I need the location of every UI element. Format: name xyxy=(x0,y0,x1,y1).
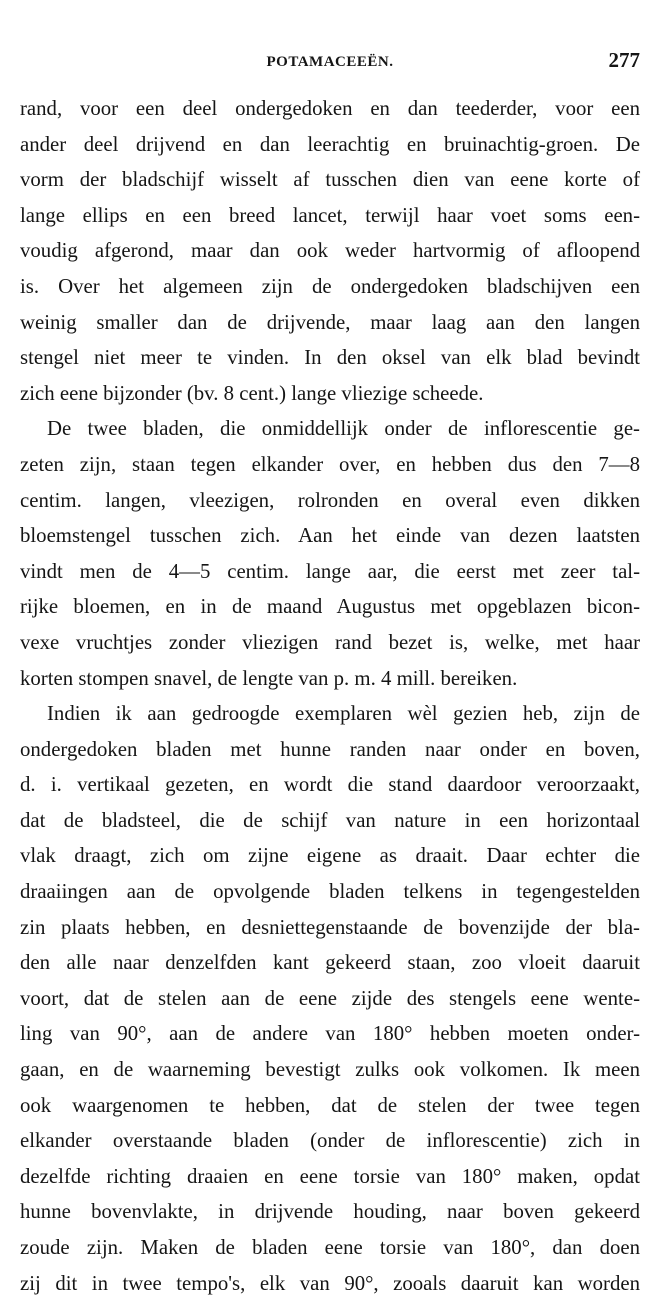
text-line: zin plaats hebben, en desniettegenstaande de bovenzijde der bla- xyxy=(20,915,640,939)
text-line: ling van 90°, aan de andere van 180° hebben moeten onder- xyxy=(20,1022,640,1046)
text-line: lange ellips en een breed lancet, terwijl haar voet soms een- xyxy=(20,203,640,227)
text-line: vexe vruchtjes zonder vliezigen rand bezet is, welke, met haar xyxy=(20,630,640,654)
text-line: den alle naar denzelfden kant gekeerd staan, zoo vloeit daaruit xyxy=(20,951,640,975)
text-line: korten stompen snavel, de lengte van p. m. 4 mill. bereiken. xyxy=(20,666,518,690)
running-title: POTAMACEEËN. xyxy=(266,54,394,70)
paragraph-start-line: De twee bladen, die onmiddellijk onder de inflorescentie ge- xyxy=(47,417,640,441)
text-line: ook waargenomen te hebben, dat de stelen der twee tegen xyxy=(20,1093,640,1117)
text-line: gaan, en de waarneming bevestigt zulks ook volkomen. Ik meen xyxy=(20,1058,640,1082)
text-line: voudig afgerond, maar dan ook weder hartvormig of afloopend xyxy=(20,239,640,263)
text-line: stengel niet meer te vinden. In den oksel van elk blad bevindt xyxy=(20,346,640,370)
text-line: voort, dat de stelen aan de eene zijde des stengels eene wente- xyxy=(20,986,640,1010)
text-line: zeten zijn, staan tegen elkander over, en hebben dus den 7—8 xyxy=(20,452,640,476)
text-line: rand, voor een deel ondergedoken en dan teederder, voor een xyxy=(20,97,640,120)
body-text xyxy=(20,91,640,1301)
text-line: ander deel drijvend en dan leerachtig en bruinachtig-groen. De xyxy=(20,132,640,156)
text-line: elkander overstaande bladen (onder de inflorescentie) zich in xyxy=(20,1129,640,1153)
text-line: vorm der bladschijf wisselt af tusschen dien van eene korte of xyxy=(20,168,640,192)
text-line: ondergedoken bladen met hunne randen naar onder en boven, xyxy=(20,737,640,761)
text-line: zij dit in twee tempo's, elk van 90°, zooals daaruit kan worden xyxy=(20,1271,640,1295)
text-line: zich eene bijzonder (bv. 8 cent.) lange vliezige scheede. xyxy=(20,381,484,405)
text-line: zoude zijn. Maken de bladen eene torsie van 180°, dan doen xyxy=(20,1236,640,1259)
paragraph-start-line: Indien ik aan gedroogde exemplaren wèl gezien heb, zijn de xyxy=(47,702,640,726)
text-line: is. Over het algemeen zijn de ondergedoken bladschijven een xyxy=(20,274,640,298)
text-line: rijke bloemen, en in de maand Augustus met opgeblazen bicon- xyxy=(20,595,640,619)
text-line: draaiingen aan de opvolgende bladen telkens in tegengestelden xyxy=(20,880,640,904)
text-line: centim. langen, vleezigen, rolronden en overal even dikken xyxy=(20,488,640,512)
running-head xyxy=(20,48,640,78)
text-line: weinig smaller dan de drijvende, maar laag aan den langen xyxy=(20,310,640,334)
text-line: vlak draagt, zich om zijne eigene as draait. Daar echter die xyxy=(20,844,640,868)
text-line: dat de bladsteel, die de schijf van nature in een horizontaal xyxy=(20,808,640,832)
text-line: bloemstengel tusschen zich. Aan het einde van dezen laatsten xyxy=(20,524,640,548)
text-line: vindt men de 4—5 centim. lange aar, die eerst met zeer tal- xyxy=(20,559,640,583)
text-line: hunne bovenvlakte, in drijvende houding, naar boven gekeerd xyxy=(20,1200,640,1224)
text-line: d. i. vertikaal gezeten, en wordt die stand daardoor veroorzaakt, xyxy=(20,773,640,797)
page-number: 277 xyxy=(608,48,640,72)
text-line: dezelfde richting draaien en eene torsie van 180° maken, opdat xyxy=(20,1164,640,1188)
